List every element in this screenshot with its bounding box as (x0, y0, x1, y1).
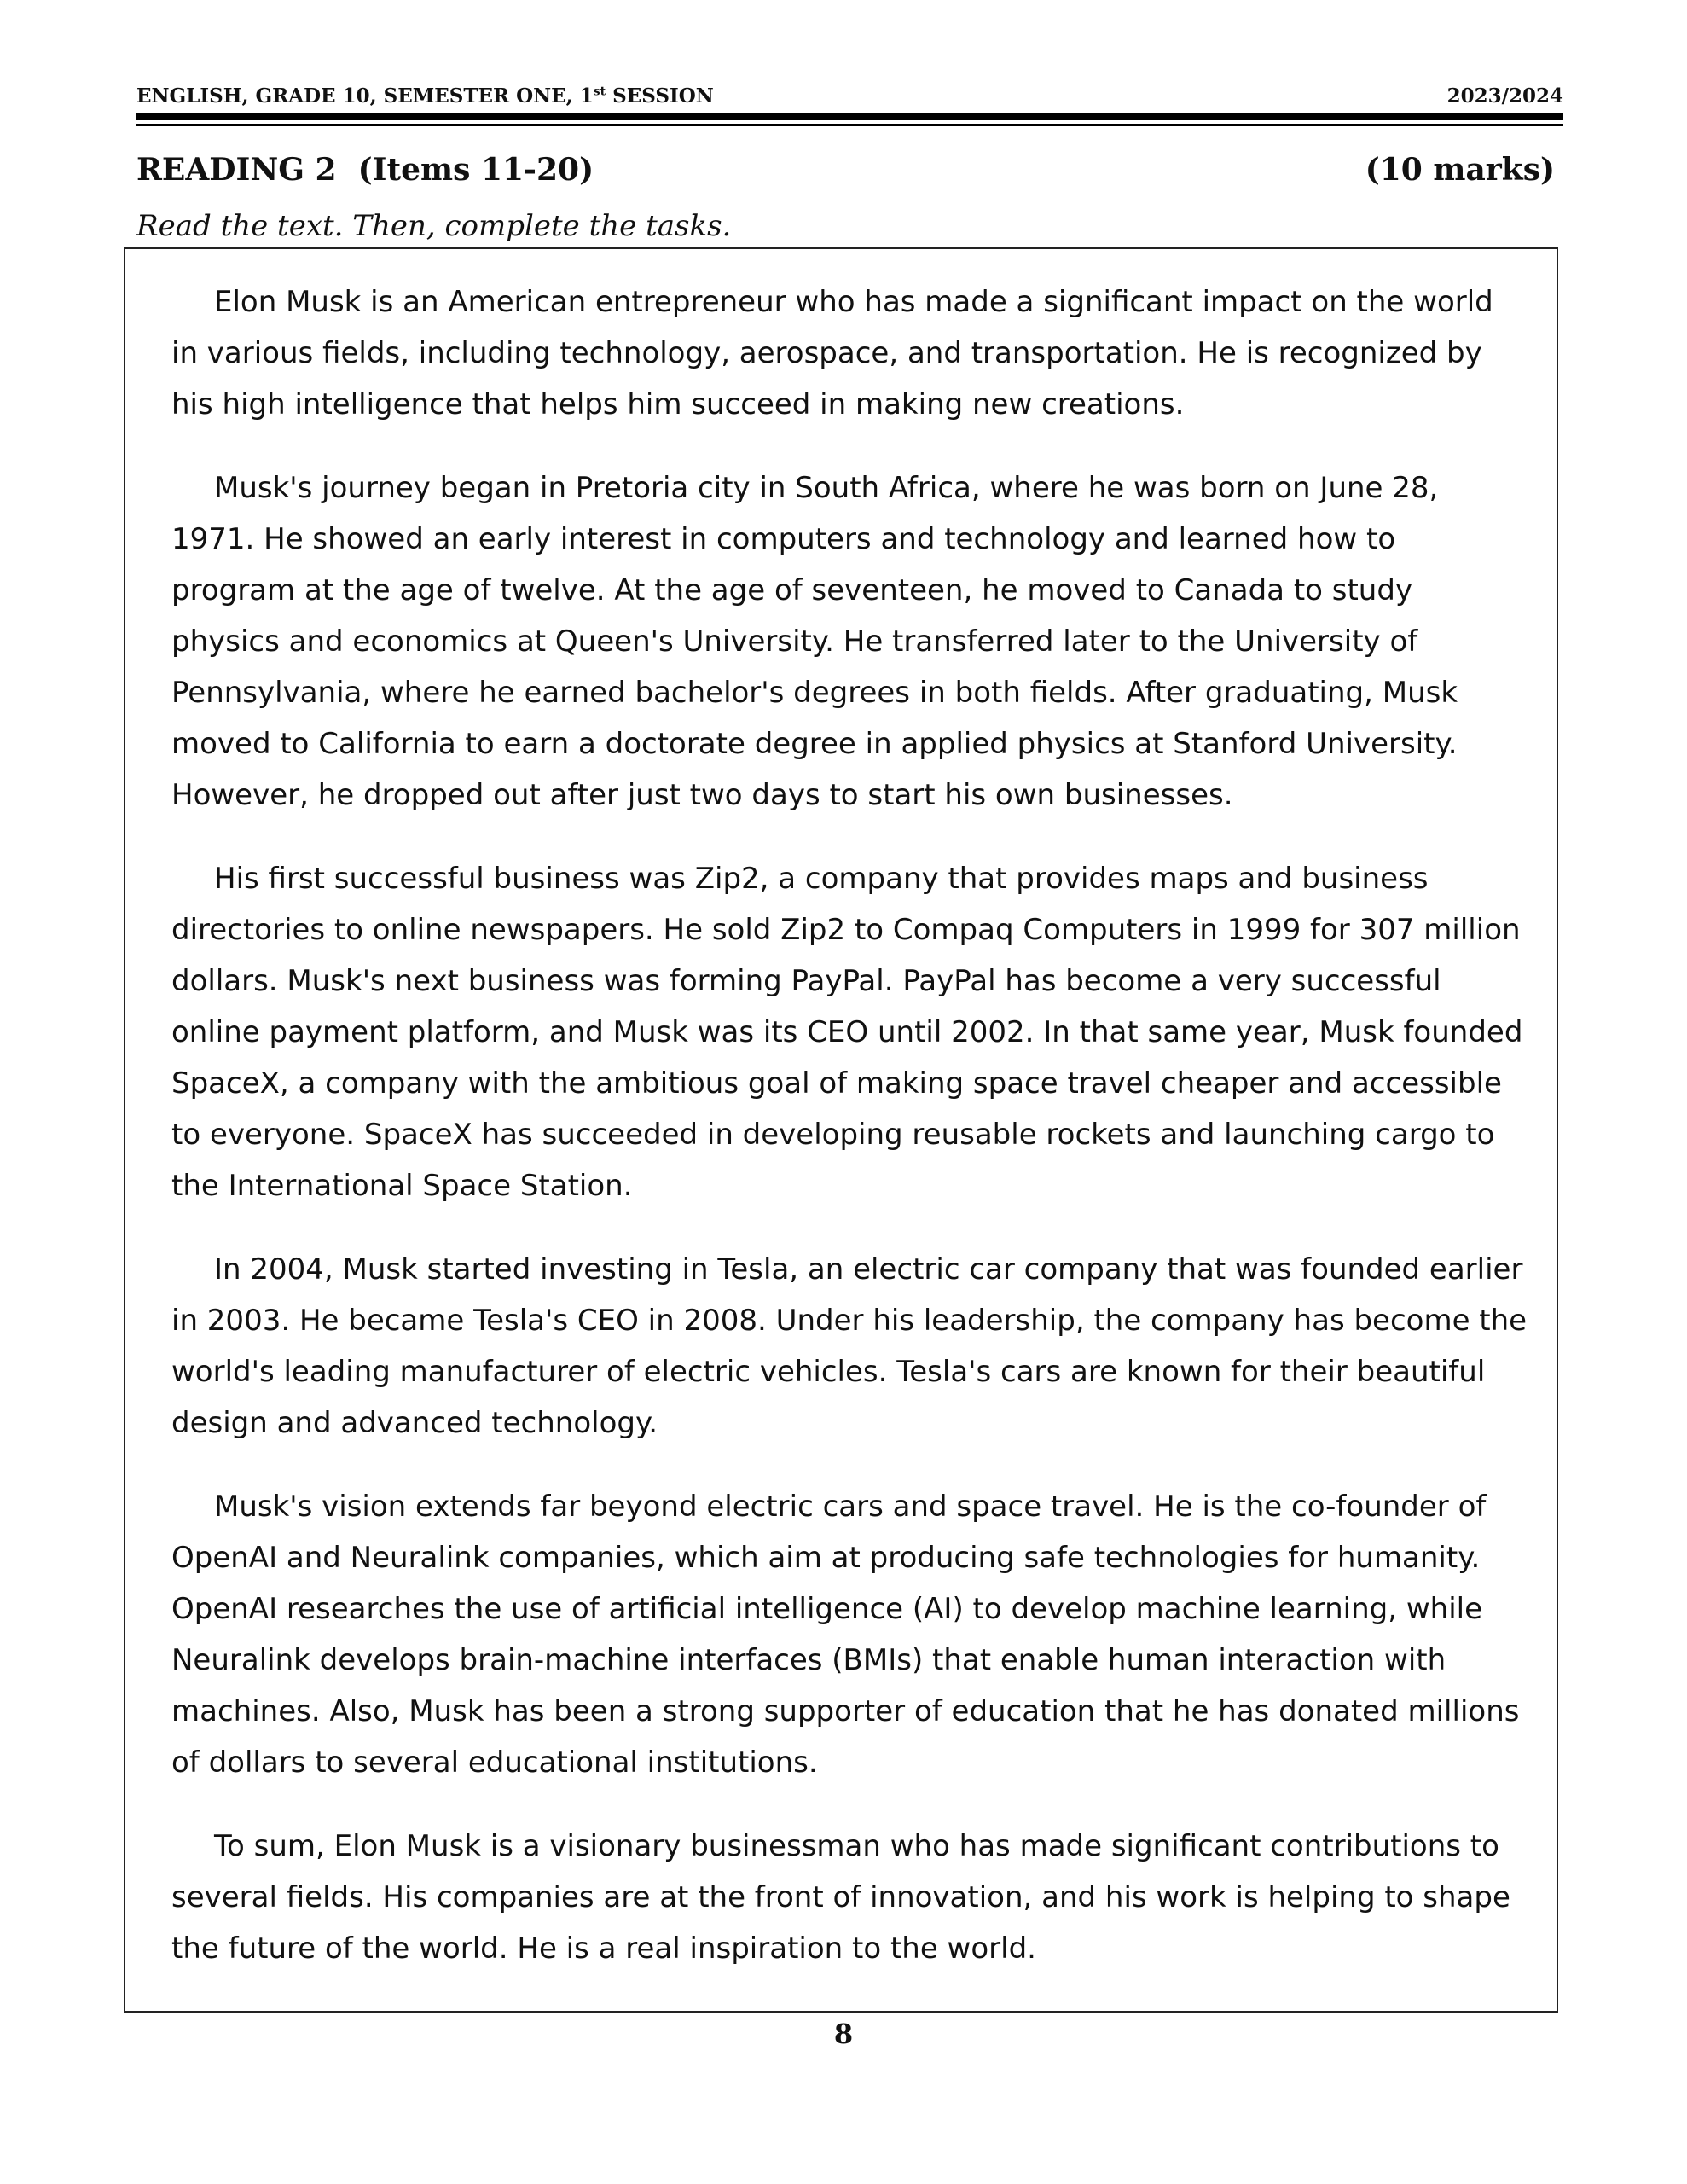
exam-title: ENGLISH, GRADE 10, SEMESTER ONE, 1st SESSION (136, 84, 714, 107)
page-number: 8 (833, 2018, 854, 2050)
section-heading (136, 152, 1555, 188)
passage-paragraph: In 2004, Musk started investing in Tesla, an electric car company that was founded earlier in 2003. He became Tesla's CEO in 2008. Under his leadership, the company has become the world's leading manufacturer of electric vehicles. Tesla's cars are known for their beautiful design and advanced technology. (171, 1252, 1528, 1440)
page-header (136, 78, 1563, 107)
section-title: READING 2 (Items 11-20) (136, 152, 594, 188)
passage-paragraph: His first successful business was Zip2, a company that provides maps and business directories to online newspapers. He sold Zip2 to Compaq Computers in 1999 for 307 million dollars. Musk's next business was forming PayPal. PayPal has become a very successful online payment platform, and Musk was its CEO until 2002. In that same year, Musk founded SpaceX, a company with the ambitious goal of making space travel cheaper and accessible to everyone. SpaceX has succeeded in developing reusable rockets and launching cargo to the International Space Station. (171, 862, 1523, 1203)
reading-passage-box (124, 247, 1558, 2013)
section-marks: (10 marks) (1365, 152, 1555, 188)
academic-year: 2023/2024 (1446, 84, 1563, 107)
passage-paragraph: Musk's journey began in Pretoria city in South Africa, where he was born on June 28, 1971. He showed an early interest in computers and technology and learned how to program at the age of twelve. At the age of seventeen, he moved to Canada to study physics and economics at Queen's University. He transferred later to the University of Pennsylvania, where he earned bachelor's degrees in both fields. After graduating, Musk moved to California to earn a doctorate degree in applied physics at Stanford University. However, he dropped out after just two days to start his own businesses. (171, 471, 1458, 812)
passage-paragraph: Elon Musk is an American entrepreneur who has made a significant impact on the world in various fields, including technology, aerospace, and transportation. He is recognized by his high intelligence that helps him succeed in making new creations. (171, 285, 1493, 421)
header-divider (136, 113, 1563, 120)
instructions: Read the text. Then, complete the tasks. (136, 209, 732, 243)
ordinal-superscript: st (593, 84, 606, 99)
passage-paragraph: Musk's vision extends far beyond electric cars and space travel. He is the co-founder of OpenAI and Neuralink companies, which aim at producing safe technologies for humanity. OpenAI researches the use of artificial intelligence (AI) to develop machine learning, while Neuralink develops brain-machine interfaces (BMIs) that enable human interaction with machines. Also, Musk has been a strong supporter of education that he has donated millions of dollars to several educational institutions. (171, 1490, 1520, 1780)
passage-paragraph: To sum, Elon Musk is a visionary businessman who has made significant contributions to several fields. His companies are at the front of innovation, and his work is helping to shape the future of the world. He is a real inspiration to the world. (171, 1829, 1510, 1966)
